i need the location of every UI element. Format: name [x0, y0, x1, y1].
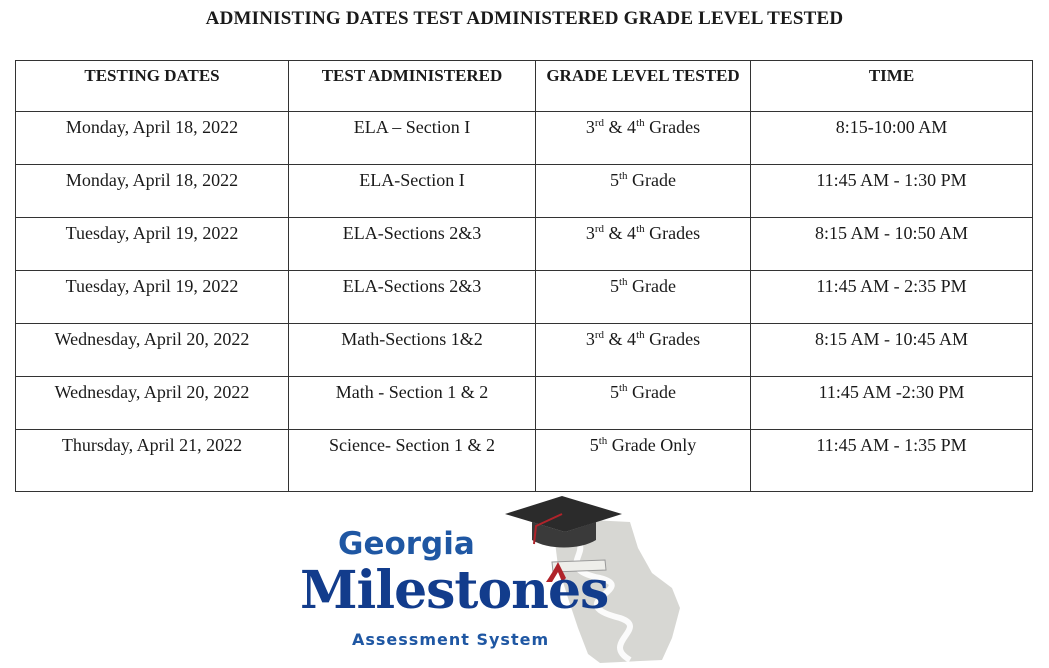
- cell-time: 8:15-10:00 AM: [751, 112, 1033, 165]
- grade-suffix: th: [618, 382, 628, 394]
- grade-label: Grade Only: [607, 435, 697, 455]
- grade-label: Grades: [644, 329, 701, 349]
- grade-suffix: rd: [594, 223, 605, 235]
- cell-grade-level: [536, 324, 751, 377]
- grade-suffix: th: [618, 276, 628, 288]
- grade-label: Grade: [627, 170, 677, 190]
- header-grade-level-tested: GRADE LEVEL TESTED: [536, 61, 751, 112]
- logo-assessment-system-text: Assessment System: [352, 630, 550, 649]
- cell-grade-level: [536, 165, 751, 218]
- cell-time: 11:45 AM -2:30 PM: [751, 377, 1033, 430]
- header-test-administered: TEST ADMINISTERED: [289, 61, 536, 112]
- testing-schedule-table: [15, 60, 1033, 492]
- cell-time: 8:15 AM - 10:45 AM: [751, 324, 1033, 377]
- cell-testing-date: Wednesday, April 20, 2022: [16, 377, 289, 430]
- cell-testing-date: Tuesday, April 19, 2022: [16, 271, 289, 324]
- grade-connector: & 4: [604, 329, 637, 349]
- table-body: [16, 112, 1033, 492]
- cell-testing-date: Monday, April 18, 2022: [16, 165, 289, 218]
- grade-connector: & 4: [604, 117, 637, 137]
- cell-testing-date: Thursday, April 21, 2022: [16, 430, 289, 492]
- header-time: TIME: [751, 61, 1033, 112]
- grade-connector: & 4: [604, 223, 637, 243]
- grade-suffix: th: [636, 329, 645, 341]
- cell-testing-date: Tuesday, April 19, 2022: [16, 218, 289, 271]
- grade-suffix: th: [618, 170, 628, 182]
- cell-testing-date: Wednesday, April 20, 2022: [16, 324, 289, 377]
- logo-milestones-text: Milestones: [300, 560, 609, 621]
- cell-test-administered: ELA – Section I: [289, 112, 536, 165]
- table-row: [16, 324, 1033, 377]
- grade-number: 3: [585, 117, 595, 137]
- grade-number: 5: [609, 276, 619, 296]
- page-title: ADMINISTING DATES TEST ADMINISTERED GRADE LEVEL TESTED: [205, 8, 844, 29]
- grade-suffix: rd: [594, 329, 605, 341]
- cell-test-administered: ELA-Sections 2&3: [289, 271, 536, 324]
- cell-grade-level: [536, 271, 751, 324]
- table-row: [16, 218, 1033, 271]
- grade-number: 3: [585, 329, 595, 349]
- grade-label: Grade: [627, 276, 677, 296]
- grade-label: Grades: [644, 223, 701, 243]
- cell-grade-level: [536, 377, 751, 430]
- cell-time: 8:15 AM - 10:50 AM: [751, 218, 1033, 271]
- cell-time: 11:45 AM - 1:30 PM: [751, 165, 1033, 218]
- grade-suffix: th: [636, 117, 645, 129]
- grade-number: 5: [609, 382, 619, 402]
- grade-suffix: rd: [594, 117, 605, 129]
- grade-number: 3: [585, 223, 595, 243]
- cell-time: 11:45 AM - 2:35 PM: [751, 271, 1033, 324]
- cell-test-administered: Math - Section 1 & 2: [289, 377, 536, 430]
- cell-grade-level: [536, 218, 751, 271]
- grade-label: Grade: [627, 382, 677, 402]
- table-row: [16, 112, 1033, 165]
- cell-grade-level: [536, 112, 751, 165]
- table-row: [16, 271, 1033, 324]
- grade-number: 5: [589, 435, 599, 455]
- cell-testing-date: Monday, April 18, 2022: [16, 112, 289, 165]
- georgia-milestones-logo: [300, 478, 750, 663]
- table-row: [16, 165, 1033, 218]
- cell-test-administered: Math-Sections 1&2: [289, 324, 536, 377]
- cell-time: 11:45 AM - 1:35 PM: [751, 430, 1033, 492]
- grade-number: 5: [609, 170, 619, 190]
- header-testing-dates: TESTING DATES: [16, 61, 289, 112]
- cell-test-administered: ELA-Sections 2&3: [289, 218, 536, 271]
- grade-label: Grades: [644, 117, 701, 137]
- table-row: [16, 377, 1033, 430]
- cell-test-administered: Science- Section 1 & 2: [289, 430, 536, 492]
- cell-test-administered: ELA-Section I: [289, 165, 536, 218]
- logo-georgia-text: Georgia: [338, 526, 475, 562]
- grade-suffix: th: [636, 223, 645, 235]
- table-header-row: [16, 61, 1033, 112]
- grade-suffix: th: [598, 435, 608, 447]
